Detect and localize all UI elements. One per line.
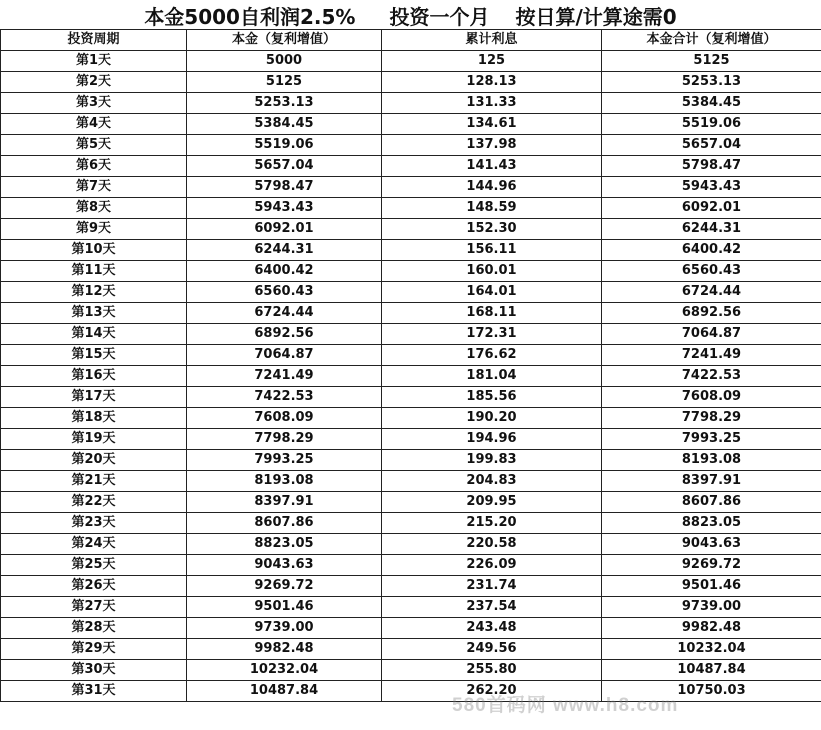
cell-total: 9269.72 xyxy=(602,555,821,576)
cell-interest: 152.30 xyxy=(382,219,602,240)
cell-interest: 156.11 xyxy=(382,240,602,261)
cell-total: 7798.29 xyxy=(602,408,821,429)
cell-interest: 172.31 xyxy=(382,324,602,345)
cell-interest: 160.01 xyxy=(382,261,602,282)
cell-total: 9043.63 xyxy=(602,534,821,555)
cell-total: 9501.46 xyxy=(602,576,821,597)
table-row xyxy=(1,555,821,576)
table-row xyxy=(1,639,821,660)
cell-total: 5943.43 xyxy=(602,177,821,198)
cell-principal: 7798.29 xyxy=(187,429,382,450)
cell-total: 7993.25 xyxy=(602,429,821,450)
cell-period: 第17天 xyxy=(1,387,187,408)
cell-period: 第28天 xyxy=(1,618,187,639)
table-row xyxy=(1,597,821,618)
cell-period: 第3天 xyxy=(1,93,187,114)
column-header-principal: 本金（复利增值） xyxy=(187,30,382,51)
cell-period: 第1天 xyxy=(1,51,187,72)
cell-interest: 237.54 xyxy=(382,597,602,618)
table-row xyxy=(1,240,821,261)
column-header-interest: 累计利息 xyxy=(382,30,602,51)
cell-total: 6892.56 xyxy=(602,303,821,324)
cell-total: 8193.08 xyxy=(602,450,821,471)
table-row xyxy=(1,51,821,72)
cell-period: 第10天 xyxy=(1,240,187,261)
cell-total: 10232.04 xyxy=(602,639,821,660)
table-row xyxy=(1,534,821,555)
cell-period: 第11天 xyxy=(1,261,187,282)
compound-interest-table xyxy=(0,29,821,702)
cell-interest: 185.56 xyxy=(382,387,602,408)
cell-principal: 7608.09 xyxy=(187,408,382,429)
cell-interest: 181.04 xyxy=(382,366,602,387)
cell-principal: 8823.05 xyxy=(187,534,382,555)
cell-period: 第15天 xyxy=(1,345,187,366)
cell-principal: 7422.53 xyxy=(187,387,382,408)
cell-interest: 262.20 xyxy=(382,681,602,702)
cell-total: 7608.09 xyxy=(602,387,821,408)
cell-principal: 5125 xyxy=(187,72,382,93)
cell-principal: 5798.47 xyxy=(187,177,382,198)
table-row xyxy=(1,177,821,198)
cell-principal: 7241.49 xyxy=(187,366,382,387)
cell-interest: 199.83 xyxy=(382,450,602,471)
table-row xyxy=(1,618,821,639)
cell-period: 第21天 xyxy=(1,471,187,492)
table-row xyxy=(1,303,821,324)
cell-interest: 194.96 xyxy=(382,429,602,450)
cell-interest: 137.98 xyxy=(382,135,602,156)
cell-principal: 6092.01 xyxy=(187,219,382,240)
table-row xyxy=(1,429,821,450)
cell-interest: 204.83 xyxy=(382,471,602,492)
cell-interest: 226.09 xyxy=(382,555,602,576)
cell-total: 8823.05 xyxy=(602,513,821,534)
cell-period: 第29天 xyxy=(1,639,187,660)
table-row xyxy=(1,156,821,177)
page-title xyxy=(0,0,821,30)
cell-period: 第18天 xyxy=(1,408,187,429)
cell-principal: 5943.43 xyxy=(187,198,382,219)
cell-principal: 5657.04 xyxy=(187,156,382,177)
table-row xyxy=(1,261,821,282)
cell-total: 8607.86 xyxy=(602,492,821,513)
table-row xyxy=(1,408,821,429)
cell-total: 5657.04 xyxy=(602,135,821,156)
cell-principal: 6400.42 xyxy=(187,261,382,282)
cell-period: 第9天 xyxy=(1,219,187,240)
cell-total: 6244.31 xyxy=(602,219,821,240)
column-header-period: 投资周期 xyxy=(1,30,187,51)
table-row xyxy=(1,72,821,93)
cell-interest: 176.62 xyxy=(382,345,602,366)
cell-principal: 10232.04 xyxy=(187,660,382,681)
table-row xyxy=(1,219,821,240)
table-row xyxy=(1,198,821,219)
cell-interest: 231.74 xyxy=(382,576,602,597)
cell-period: 第25天 xyxy=(1,555,187,576)
title-principal-rate: 本金5000自利润2.5% xyxy=(144,4,356,29)
cell-total: 5798.47 xyxy=(602,156,821,177)
cell-principal: 6724.44 xyxy=(187,303,382,324)
cell-principal: 8607.86 xyxy=(187,513,382,534)
cell-period: 第22天 xyxy=(1,492,187,513)
cell-interest: 168.11 xyxy=(382,303,602,324)
cell-interest: 164.01 xyxy=(382,282,602,303)
cell-principal: 7064.87 xyxy=(187,345,382,366)
table-row xyxy=(1,387,821,408)
cell-total: 6724.44 xyxy=(602,282,821,303)
cell-total: 6092.01 xyxy=(602,198,821,219)
cell-interest: 243.48 xyxy=(382,618,602,639)
cell-principal: 6244.31 xyxy=(187,240,382,261)
cell-total: 5519.06 xyxy=(602,114,821,135)
cell-principal: 9739.00 xyxy=(187,618,382,639)
table-row xyxy=(1,492,821,513)
title-calculation-method: 按日算/计算途需0 xyxy=(515,4,677,29)
cell-interest: 215.20 xyxy=(382,513,602,534)
table-body xyxy=(1,51,821,702)
cell-total: 8397.91 xyxy=(602,471,821,492)
cell-principal: 5253.13 xyxy=(187,93,382,114)
table-row xyxy=(1,93,821,114)
cell-interest: 128.13 xyxy=(382,72,602,93)
cell-principal: 9043.63 xyxy=(187,555,382,576)
cell-total: 5384.45 xyxy=(602,93,821,114)
cell-period: 第31天 xyxy=(1,681,187,702)
table-row xyxy=(1,135,821,156)
cell-total: 10487.84 xyxy=(602,660,821,681)
table-row xyxy=(1,576,821,597)
cell-interest: 249.56 xyxy=(382,639,602,660)
cell-period: 第19天 xyxy=(1,429,187,450)
cell-period: 第24天 xyxy=(1,534,187,555)
cell-period: 第20天 xyxy=(1,450,187,471)
cell-period: 第12天 xyxy=(1,282,187,303)
table-row xyxy=(1,324,821,345)
cell-total: 7422.53 xyxy=(602,366,821,387)
cell-period: 第4天 xyxy=(1,114,187,135)
cell-total: 5125 xyxy=(602,51,821,72)
cell-period: 第26天 xyxy=(1,576,187,597)
cell-period: 第27天 xyxy=(1,597,187,618)
table-header-row xyxy=(1,30,821,51)
site-watermark: 580首码网 www.h8.com xyxy=(452,695,679,716)
cell-interest: 190.20 xyxy=(382,408,602,429)
cell-interest: 209.95 xyxy=(382,492,602,513)
cell-interest: 131.33 xyxy=(382,93,602,114)
table-row xyxy=(1,345,821,366)
cell-period: 第8天 xyxy=(1,198,187,219)
cell-period: 第14天 xyxy=(1,324,187,345)
table-row xyxy=(1,513,821,534)
cell-period: 第16天 xyxy=(1,366,187,387)
table-row xyxy=(1,114,821,135)
cell-principal: 10487.84 xyxy=(187,681,382,702)
cell-principal: 5384.45 xyxy=(187,114,382,135)
table-row xyxy=(1,282,821,303)
cell-total: 6560.43 xyxy=(602,261,821,282)
cell-total: 7241.49 xyxy=(602,345,821,366)
cell-total: 7064.87 xyxy=(602,324,821,345)
cell-principal: 5000 xyxy=(187,51,382,72)
cell-period: 第23天 xyxy=(1,513,187,534)
table-row xyxy=(1,366,821,387)
cell-interest: 144.96 xyxy=(382,177,602,198)
cell-principal: 7993.25 xyxy=(187,450,382,471)
cell-principal: 5519.06 xyxy=(187,135,382,156)
table-row xyxy=(1,471,821,492)
cell-period: 第13天 xyxy=(1,303,187,324)
cell-interest: 125 xyxy=(382,51,602,72)
cell-principal: 6892.56 xyxy=(187,324,382,345)
cell-total: 9982.48 xyxy=(602,618,821,639)
cell-principal: 8193.08 xyxy=(187,471,382,492)
column-header-total: 本金合计（复利增值） xyxy=(602,30,821,51)
cell-period: 第30天 xyxy=(1,660,187,681)
cell-principal: 9982.48 xyxy=(187,639,382,660)
cell-interest: 220.58 xyxy=(382,534,602,555)
cell-interest: 141.43 xyxy=(382,156,602,177)
cell-total: 9739.00 xyxy=(602,597,821,618)
cell-period: 第7天 xyxy=(1,177,187,198)
cell-period: 第2天 xyxy=(1,72,187,93)
cell-principal: 9269.72 xyxy=(187,576,382,597)
cell-principal: 8397.91 xyxy=(187,492,382,513)
cell-interest: 134.61 xyxy=(382,114,602,135)
table-row xyxy=(1,450,821,471)
cell-total: 5253.13 xyxy=(602,72,821,93)
cell-principal: 9501.46 xyxy=(187,597,382,618)
title-investment-period: 投资一个月 xyxy=(389,4,490,29)
cell-total: 6400.42 xyxy=(602,240,821,261)
table-row xyxy=(1,681,821,702)
table-row xyxy=(1,660,821,681)
cell-total: 10750.03 xyxy=(602,681,821,702)
cell-principal: 6560.43 xyxy=(187,282,382,303)
cell-period: 第6天 xyxy=(1,156,187,177)
cell-interest: 255.80 xyxy=(382,660,602,681)
cell-period: 第5天 xyxy=(1,135,187,156)
cell-interest: 148.59 xyxy=(382,198,602,219)
